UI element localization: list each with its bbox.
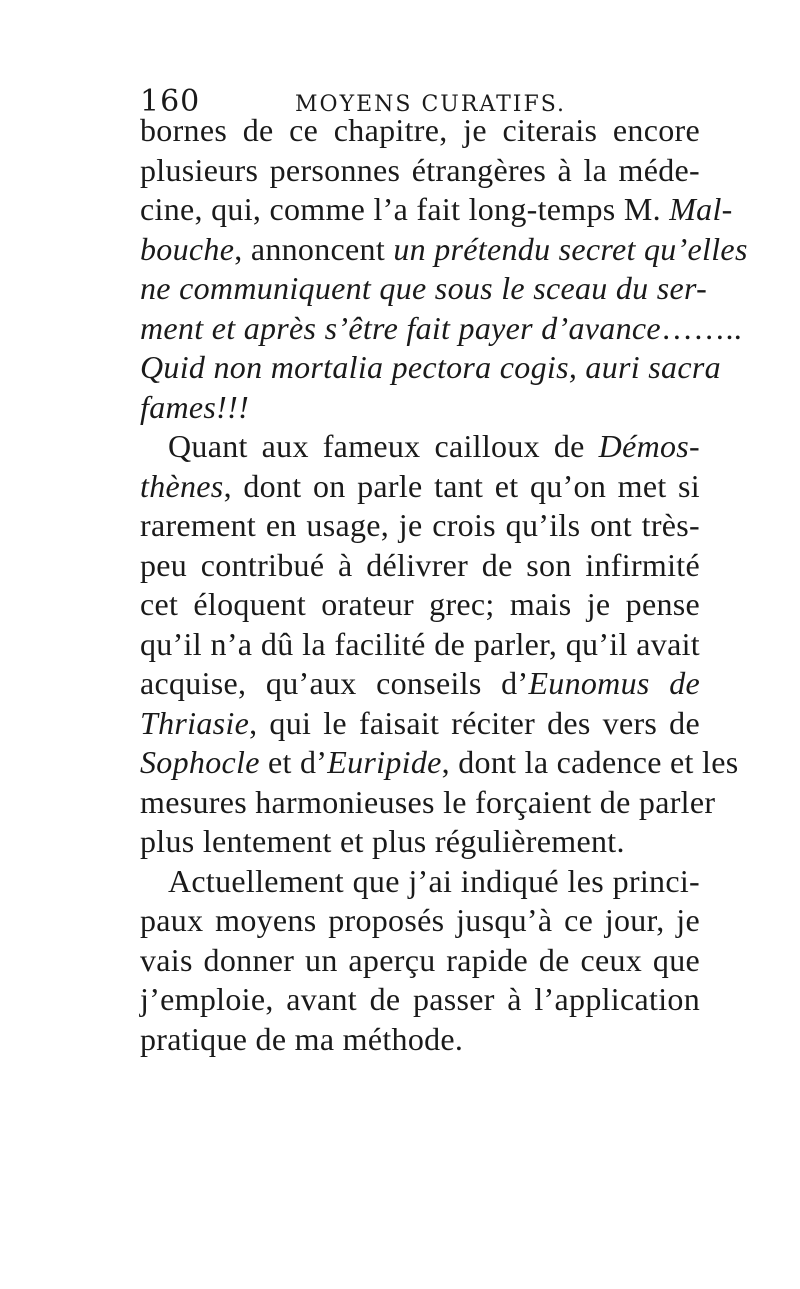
text-line: bornes de ce chapitre, je citerais encore (140, 112, 700, 148)
text-line: bouche, annoncent un prétendu secret qu’elles (140, 230, 748, 267)
text-line: peu contribué à délivrer de son infirmité (140, 546, 700, 583)
text-line: qu’il n’a dû la facilité de parler, qu’il avait (140, 625, 700, 662)
text-line: rarement en usage, je crois qu’ils ont très- (140, 507, 700, 543)
text-line: Actuellement que j’ai indiqué les princi- (168, 862, 700, 899)
text-line: paux moyens proposés jusqu’à ce jour, je (140, 902, 700, 938)
text-line: plusieurs personnes étrangères à la méde- (140, 151, 700, 188)
running-head: MOYENS CURATIFS. (295, 92, 566, 117)
text-line: acquise, qu’aux conseils d’Eunomus de (140, 665, 701, 701)
page-number: 160 (140, 84, 201, 119)
text-line: pratique de ma méthode. (140, 1020, 464, 1057)
text-line: ment et après s’être fait payer d’avance…….. (140, 309, 743, 346)
text-line: vais donner un aperçu rapide de ceux que (140, 941, 700, 978)
body-text (140, 111, 748, 1059)
text-line: Quant aux fameux cailloux de Démos- (168, 428, 700, 464)
text-line: j’emploie, avant de passer à l’application (140, 981, 700, 1017)
text-line: fames!!! (140, 388, 250, 425)
text-line: cet éloquent orateur grec; mais je pense (140, 586, 700, 622)
text-line: cine, qui, comme l’a fait long-temps M. Mal- (140, 191, 733, 227)
text-line: ne communiquent que sous le sceau du ser- (140, 270, 708, 306)
text-line: Quid non mortalia pectora cogis, auri sacra (140, 349, 721, 385)
text-line: Thriasie, qui le faisait réciter des vers de (140, 704, 700, 741)
text-line: thènes, dont on parle tant et qu’on met si (140, 467, 700, 504)
text-line: mesures harmonieuses le forçaient de parler (140, 783, 716, 820)
text-line: plus lentement et plus régulièrement. (140, 823, 625, 859)
text-line: Sophocle et d’Euripide, dont la cadence et les (140, 744, 739, 780)
